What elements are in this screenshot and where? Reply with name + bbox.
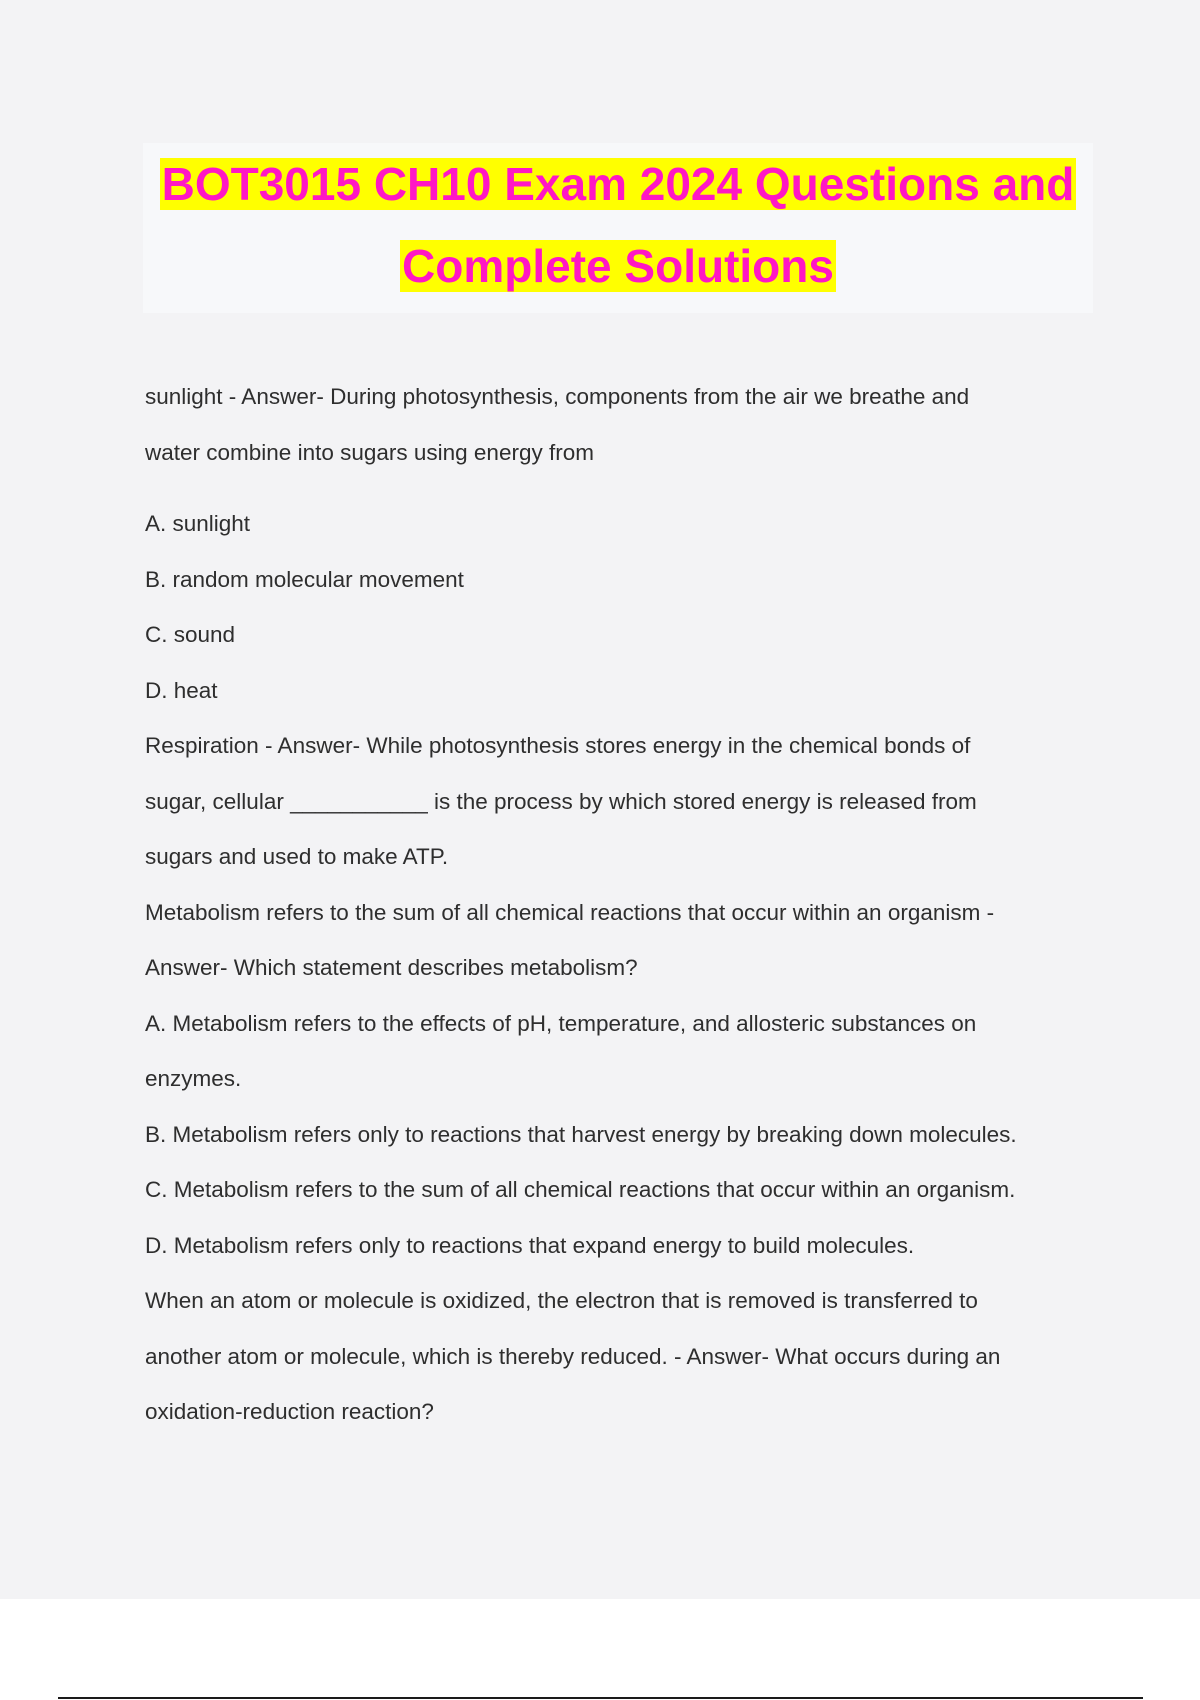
question-3-line-1: Metabolism refers to the sum of all chemical reactions that occur within an organism - — [145, 899, 995, 925]
title-block — [143, 143, 1093, 313]
option-d: D. Metabolism refers only to reactions that expand energy to build molecules. — [145, 1232, 915, 1258]
question-4-line-1: When an atom or molecule is oxidized, the electron that is removed is transferred to — [145, 1288, 978, 1313]
option-b: B. Metabolism refers only to reactions that harvest energy by breaking down molecules. — [145, 1121, 1017, 1147]
title-text-2: Complete Solutions — [402, 240, 834, 292]
option-d: D. heat — [145, 677, 218, 703]
question-1-line-1: sunlight - Answer- During photosynthesis, components from the air we breathe and — [145, 384, 970, 409]
option-a-line-1: A. Metabolism refers to the effects of pH, temperature, and allosteric substances on — [145, 1010, 977, 1036]
footer-divider — [58, 1697, 1143, 1699]
question-2-line-3: sugars and used to make ATP. — [145, 844, 449, 869]
question-3-line-2: Answer- Which statement describes metabolism? — [145, 955, 638, 980]
option-a-line-2: enzymes. — [145, 1066, 242, 1091]
title-text-1: BOT3015 CH10 Exam 2024 Questions and — [161, 158, 1075, 210]
title-line-1 — [143, 143, 1093, 225]
paragraph-gap — [145, 480, 1105, 496]
document-body — [145, 369, 1105, 1440]
title-line-2 — [143, 225, 1093, 307]
question-4-line-2: another atom or molecule, which is thereby reduced. - Answer- What occurs during an — [145, 1343, 1001, 1369]
option-c: C. Metabolism refers to the sum of all chemical reactions that occur within an organism. — [145, 1177, 1016, 1202]
question-2-line-1: Respiration - Answer- While photosynthesis stores energy in the chemical bonds of — [145, 733, 971, 758]
question-1-line-2: water combine into sugars using energy from — [145, 439, 594, 465]
question-4-line-3: oxidation-reduction reaction? — [145, 1399, 434, 1424]
question-2-line-2: sugar, cellular ___________ is the process by which stored energy is released from — [145, 788, 977, 814]
option-a: A. sunlight — [145, 511, 251, 536]
option-b: B. random molecular movement — [145, 566, 464, 592]
option-c: C. sound — [145, 622, 236, 647]
